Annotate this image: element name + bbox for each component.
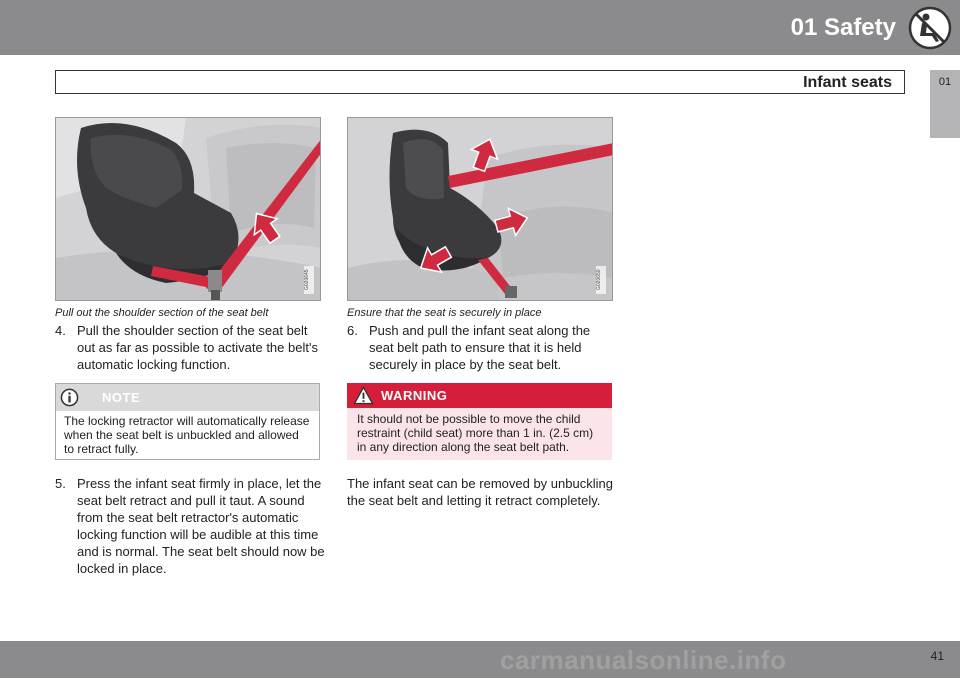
page-number: 41 <box>930 649 944 663</box>
note-text: The locking retractor will automatically release when the seat belt is unbuckled and allowed to retract fully. <box>64 414 310 456</box>
chapter-header-bar <box>0 0 960 55</box>
step-text: Pull the shoulder section of the seat belt out as far as possible to activate the belt's automatic locking function. <box>77 323 318 372</box>
note-label: NOTE <box>102 390 141 405</box>
step-text: Push and pull the infant seat along the seat belt path to ensure that it is held securely in place by the seat belt. <box>369 323 591 372</box>
illustration-pull-shoulder-belt <box>55 117 321 301</box>
illustration-seat-secure <box>347 117 613 301</box>
step-number: 6. <box>347 323 358 338</box>
figure-code: G020650 <box>596 266 606 294</box>
chapter-title: 01 Safety <box>790 14 896 41</box>
instruction-step-6 <box>347 322 617 373</box>
warning-header <box>347 383 612 408</box>
instruction-step-5 <box>55 475 325 577</box>
step-text: Press the infant seat firmly in place, let the seat belt retract and pull it taut. A sound from the seat belt retractor's automatic locking function will be audible at this time and is normal. The seat belt should now be locked in place. <box>77 476 325 576</box>
figure-caption: Pull out the shoulder section of the seat belt <box>55 307 269 319</box>
warning-text: It should not be possible to move the child restraint (child seat) more than 1 in. (2.5 cm) in any direction along the seat belt path. <box>357 412 594 454</box>
chapter-side-tab[interactable] <box>930 70 960 138</box>
info-icon <box>60 388 79 407</box>
step-number: 5. <box>55 476 66 491</box>
warning-label: WARNING <box>381 388 448 403</box>
instruction-step-4 <box>55 322 325 373</box>
warning-box <box>347 383 612 460</box>
body-paragraph: The infant seat can be removed by unbuckling the seat belt and letting it retract completely. <box>347 476 613 508</box>
infant-seat-belt-pull-drawing <box>56 118 321 301</box>
chapter-side-tab-label: 01 <box>938 76 952 88</box>
note-box <box>55 383 320 460</box>
figure-code: G020645 <box>304 266 314 294</box>
step-number: 4. <box>55 323 66 338</box>
watermark-text: carmanualsonline.info <box>500 645 787 675</box>
figure-caption: Ensure that the seat is securely in place <box>347 307 542 319</box>
note-header <box>56 384 319 411</box>
warning-triangle-icon <box>353 386 374 405</box>
section-header <box>55 70 905 94</box>
airbag-seat-warning-icon <box>906 4 954 52</box>
infant-seat-secure-drawing <box>348 118 613 301</box>
footer-bar <box>0 641 960 678</box>
section-title: Infant seats <box>803 74 892 91</box>
